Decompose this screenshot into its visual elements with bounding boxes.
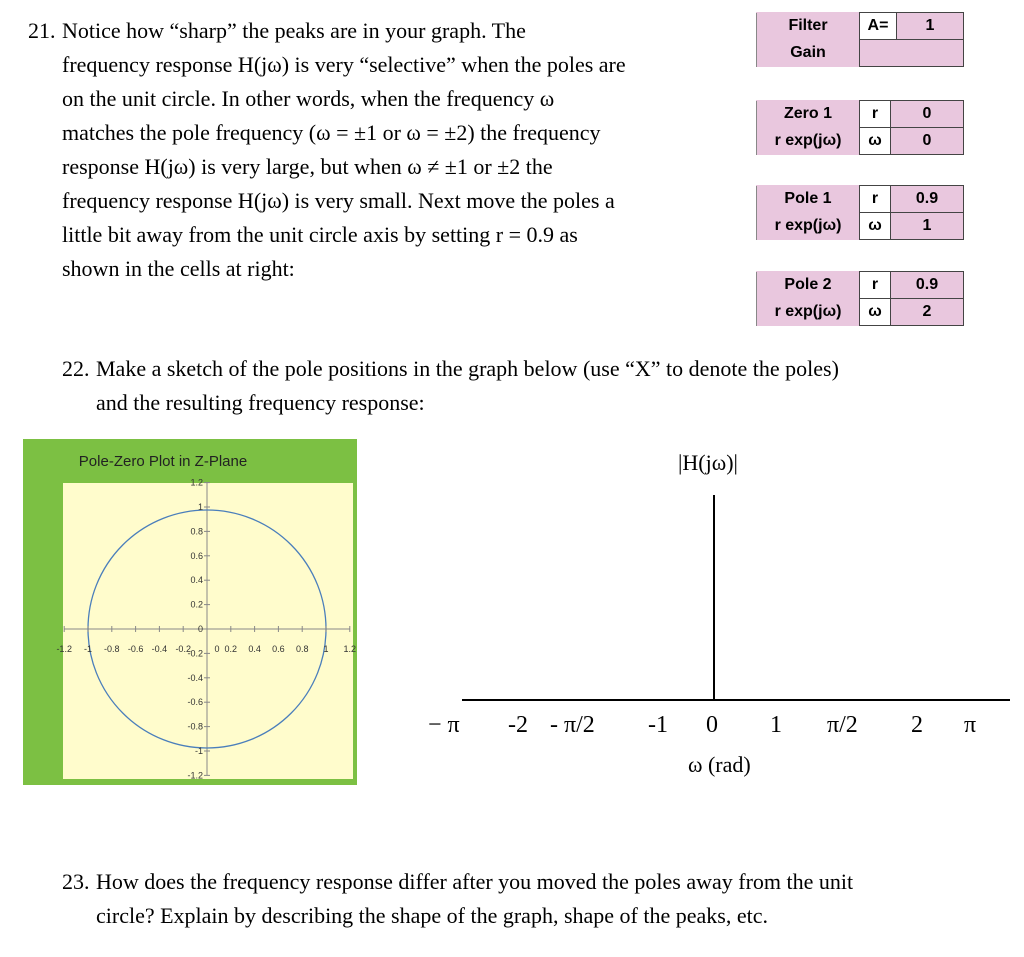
question-23-line: How does the frequency response differ after you moved the poles away from the unit bbox=[96, 869, 854, 894]
question-21-line: frequency response H(jω) is very “selective” when the poles are bbox=[62, 52, 626, 77]
x-tick-label: -0.2 bbox=[175, 644, 191, 654]
x-tick-label: -0.6 bbox=[127, 644, 144, 654]
x-tick-label: 0 bbox=[706, 712, 718, 738]
zero-1-form-label: r exp(jω) bbox=[757, 128, 860, 155]
y-tick-label: -1.2 bbox=[187, 770, 203, 781]
x-tick-label: -1 bbox=[83, 644, 93, 654]
question-22-number: 22. bbox=[62, 356, 90, 381]
x-tick-label: 0 bbox=[214, 644, 220, 654]
pole-2-cells bbox=[756, 271, 964, 326]
y-tick-label: 0 bbox=[197, 624, 203, 634]
zero-1-r-symbol[interactable]: r bbox=[860, 101, 891, 128]
pole-1-cells bbox=[756, 185, 964, 240]
gain-symbol-cell[interactable]: A= bbox=[860, 13, 897, 40]
y-tick-label: -0.4 bbox=[187, 672, 203, 683]
x-tick-label: 0.4 bbox=[248, 644, 261, 654]
y-tick-label: -0.6 bbox=[187, 697, 203, 708]
question-21-line: little bit away from the unit circle axis by setting r = 0.9 as bbox=[62, 222, 578, 247]
x-tick-label: -1 bbox=[648, 712, 668, 738]
zero-1-label: Zero 1 bbox=[757, 101, 860, 128]
y-tick-label: -0.2 bbox=[187, 648, 203, 659]
pole-2-label: Pole 2 bbox=[757, 272, 860, 299]
pole-1-r-symbol[interactable]: r bbox=[860, 186, 891, 213]
zero-1-w-symbol[interactable]: ω bbox=[860, 128, 891, 155]
x-tick-label: -0.8 bbox=[104, 644, 120, 654]
x-tick-label: -0.4 bbox=[151, 644, 168, 654]
question-23 bbox=[62, 865, 1012, 933]
question-22-line: and the resulting frequency response: bbox=[96, 390, 425, 415]
x-tick-label: -2 bbox=[508, 712, 528, 738]
gain-label: Gain bbox=[757, 40, 860, 67]
plot-background bbox=[63, 483, 353, 779]
question-23-number: 23. bbox=[62, 869, 90, 894]
gain-value-cell[interactable]: 1 bbox=[897, 13, 964, 40]
pole-1-label: Pole 1 bbox=[757, 186, 860, 213]
y-tick-label: -1 bbox=[194, 746, 203, 756]
x-tick-label: π bbox=[964, 712, 977, 738]
zero-1-r-value[interactable]: 0 bbox=[891, 101, 964, 128]
filter-gain-cells bbox=[756, 12, 964, 67]
pole-2-r-symbol[interactable]: r bbox=[860, 272, 891, 299]
magnitude-axis-label: |H(jω)| bbox=[678, 450, 738, 475]
x-tick-label: -1.2 bbox=[56, 644, 72, 654]
question-22 bbox=[62, 352, 1002, 420]
y-tick-label: 0.4 bbox=[190, 575, 203, 586]
x-tick-label: 0.2 bbox=[224, 644, 238, 654]
pole-1-w-value[interactable]: 1 bbox=[891, 213, 964, 240]
x-tick-label: 1 bbox=[323, 644, 329, 654]
pole-1-form-label: r exp(jω) bbox=[757, 213, 860, 240]
x-tick-label: 1 bbox=[770, 712, 782, 738]
pole-zero-plot-area[interactable] bbox=[23, 439, 357, 785]
y-tick-label: 0.6 bbox=[190, 550, 203, 561]
x-tick-label: - π/2 bbox=[550, 712, 595, 738]
pole-zero-chart-title: Pole-Zero Plot in Z-Plane bbox=[78, 453, 248, 470]
pole-2-w-symbol[interactable]: ω bbox=[860, 299, 891, 326]
x-tick-label: 2 bbox=[911, 712, 923, 738]
x-tick-label: π/2 bbox=[827, 712, 858, 738]
question-21-line: response H(jω) is very large, but when ω ≠ ±1 or ±2 the bbox=[62, 154, 553, 179]
pole-2-form-label: r exp(jω) bbox=[757, 299, 860, 326]
pole-zero-chart bbox=[23, 439, 357, 785]
question-21-line: frequency response H(jω) is very small. Next move the poles a bbox=[62, 188, 615, 213]
x-tick-label: 1.2 bbox=[343, 644, 357, 654]
pole-1-w-symbol[interactable]: ω bbox=[860, 213, 891, 240]
zero-1-cells bbox=[756, 100, 964, 155]
y-tick-label: 0.8 bbox=[190, 526, 203, 537]
y-tick-label: 1.2 bbox=[190, 477, 203, 488]
pole-2-w-value[interactable]: 2 bbox=[891, 299, 964, 326]
pole-1-r-value[interactable]: 0.9 bbox=[891, 186, 964, 213]
x-tick-label: − π bbox=[428, 712, 460, 738]
y-tick-label: -0.8 bbox=[187, 721, 203, 732]
omega-axis-label: ω (rad) bbox=[688, 752, 751, 777]
pole-2-r-value[interactable]: 0.9 bbox=[891, 272, 964, 299]
y-tick-label: 1 bbox=[197, 502, 203, 512]
question-21-line: Notice how “sharp” the peaks are in your graph. The bbox=[62, 18, 526, 43]
question-21-line: on the unit circle. In other words, when the frequency ω bbox=[62, 86, 555, 111]
blank-cell[interactable] bbox=[860, 40, 964, 67]
question-21-line: matches the pole frequency (ω = ±1 or ω = ±2) the frequency bbox=[62, 120, 601, 145]
frequency-response-axes bbox=[420, 440, 1020, 790]
question-23-line: circle? Explain by describing the shape of the graph, shape of the peaks, etc. bbox=[96, 903, 768, 928]
question-21-number: 21. bbox=[28, 18, 56, 43]
x-tick-label: 0.6 bbox=[272, 644, 285, 654]
zero-1-w-value[interactable]: 0 bbox=[891, 128, 964, 155]
question-22-line: Make a sketch of the pole positions in the graph below (use “X” to denote the poles) bbox=[96, 356, 839, 381]
y-tick-label: 0.2 bbox=[190, 599, 203, 610]
filter-label: Filter bbox=[757, 13, 860, 40]
question-21 bbox=[28, 14, 728, 286]
x-tick-label: 0.8 bbox=[295, 644, 309, 654]
question-21-line: shown in the cells at right: bbox=[62, 256, 295, 281]
